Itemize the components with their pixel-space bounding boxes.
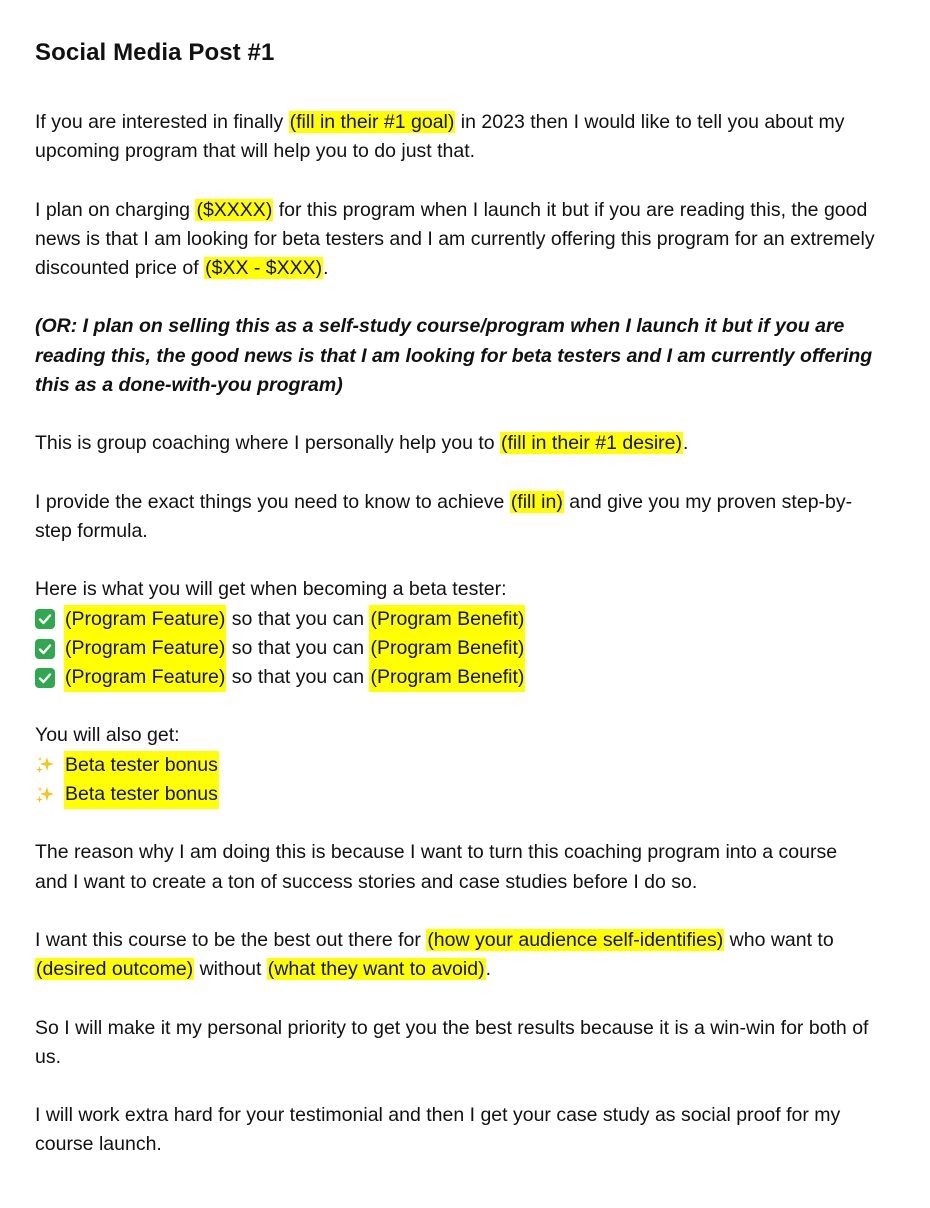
text: I provide the exact things you need to know to achieve [35, 490, 510, 513]
text: I plan on charging [35, 198, 196, 221]
text: for this program when I launch it but if you are reading this, the good news is that I am looking for beta testers and I am currently offering this program for an extremely discounted price of [35, 198, 875, 280]
paragraph-reason: The reason why I am doing this is because I want to turn this coaching program into a course and I want to create a ton of success stories and case studies before I do so. [35, 841, 838, 893]
placeholder-highlight: ($XXXX) [196, 198, 273, 221]
list-item [35, 780, 930, 809]
check-mark-button-icon [35, 668, 55, 688]
list-item [35, 605, 930, 634]
placeholder-highlight: (how your audience self-identifies) [427, 928, 724, 951]
placeholder-highlight: (Program Benefit) [369, 663, 525, 692]
placeholder-highlight: (fill in) [510, 490, 563, 513]
placeholder-highlight: (Program Benefit) [369, 634, 525, 663]
text: If you are interested in finally [35, 111, 289, 133]
placeholder-highlight: (Program Benefit) [369, 605, 525, 634]
paragraph-formula [35, 488, 875, 547]
text: without [194, 958, 267, 981]
text: so that you can [226, 636, 370, 659]
features-intro: Here is what you will get when becoming a beta tester: [35, 578, 507, 601]
text: so that you can [226, 666, 370, 689]
text: in 2023 then I would like to tell you about my upcoming program that will help you to do just that. [35, 111, 845, 163]
sparkles-icon [35, 755, 55, 775]
placeholder-highlight: (what they want to avoid) [267, 958, 485, 981]
placeholder-highlight: Beta tester bonus [64, 751, 219, 780]
text: . [683, 432, 689, 455]
text: who want to [724, 928, 834, 951]
check-mark-button-icon [35, 609, 55, 629]
placeholder-highlight: ($XX - $XXX) [205, 257, 323, 280]
placeholder-highlight: (fill in their #1 desire) [501, 432, 682, 455]
bonus-intro: You will also get: [35, 724, 180, 747]
list-item [35, 663, 930, 692]
placeholder-highlight: (Program Feature) [64, 605, 226, 634]
text: . [323, 257, 329, 280]
paragraph-pricing [35, 196, 875, 284]
placeholder-highlight: (Program Feature) [64, 663, 226, 692]
placeholder-highlight: (desired outcome) [36, 958, 194, 981]
paragraph-group-coaching [35, 429, 875, 458]
text: and give you my proven step-by-step formula. [35, 490, 853, 542]
text: This is group coaching where I personally help you to [35, 432, 501, 455]
page-title: Social Media Post #1 [35, 39, 275, 66]
paragraph-priority: So I will make it my personal priority to get you the best results because it is a win-win for both of us. [35, 1016, 869, 1068]
sparkles-icon [35, 785, 55, 805]
placeholder-highlight: Beta tester bonus [64, 780, 219, 809]
check-mark-button-icon [35, 639, 55, 659]
text: . [485, 958, 491, 981]
paragraph-testimonial: I will work extra hard for your testimonial and then I get your case study as social proof for my course launch. [35, 1104, 841, 1156]
paragraph-audience [35, 926, 875, 985]
list-item [35, 634, 930, 663]
paragraph-alternative: (OR: I plan on selling this as a self-study course/program when I launch it but if you are reading this, the good news is that I am looking for beta testers and I am currently offering this as a done-with-you program) [35, 315, 873, 397]
bonus-list [35, 721, 930, 809]
placeholder-highlight: (Program Feature) [64, 634, 226, 663]
paragraph-goal [35, 108, 875, 167]
placeholder-highlight: (fill in their #1 goal) [289, 111, 455, 133]
text: I want this course to be the best out there for [35, 928, 427, 951]
list-item [35, 751, 930, 780]
text: so that you can [226, 607, 370, 630]
features-list [35, 575, 930, 692]
